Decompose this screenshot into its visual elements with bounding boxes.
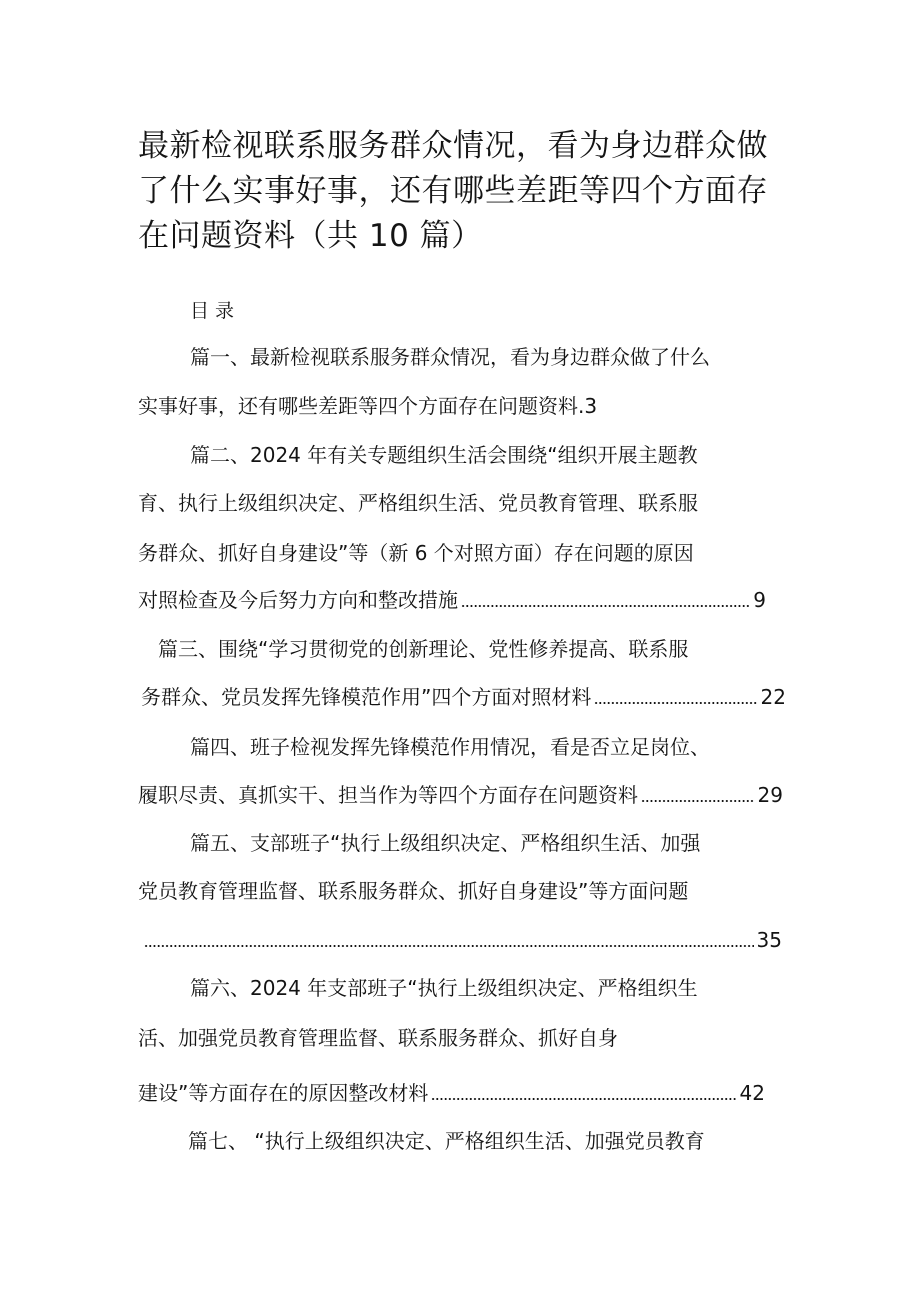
toc-entry-2-text: 对照检查及今后努力方向和整改措施 — [138, 588, 458, 612]
toc-entry-4-page: 29 — [757, 783, 783, 807]
title-line: 在问题资料（共 10 篇） — [138, 218, 483, 254]
dot-leader — [431, 1098, 736, 1100]
toc-entry-4-line-2[interactable] — [138, 782, 783, 808]
dot-leader — [641, 800, 755, 802]
toc-entry-5-line-2[interactable]: 党员教育管理监督、联系服务群众、抓好自身建设”等方面问题 — [138, 879, 689, 903]
title-line: 了什么实事好事，还有哪些差距等四个方面存 — [138, 173, 768, 209]
toc-entry-3-page: 22 — [760, 685, 786, 709]
toc-entry-5-page: 35 — [756, 928, 782, 952]
title-line: 最新检视联系服务群众情况，看为身边群众做 — [138, 128, 768, 164]
toc-entry-6-line-1[interactable]: 篇六、2024 年支部班子“执行上级组织决定、严格组织生 — [190, 976, 698, 1000]
toc-entry-1-page: 3 — [584, 394, 598, 418]
toc-entry-7-line-1[interactable]: 篇七、 “执行上级组织决定、严格组织生活、加强党员教育 — [188, 1129, 705, 1153]
toc-entry-2-line-4[interactable] — [138, 587, 766, 613]
toc-entry-6-line-3[interactable] — [138, 1080, 765, 1106]
toc-heading: 目录 — [190, 300, 241, 322]
dot-leader — [461, 605, 750, 607]
toc-entry-1-text: 实事好事，还有哪些差距等四个方面存在问题资料. — [138, 394, 585, 418]
toc-entry-2-line-3[interactable]: 务群众、抓好自身建设”等（新 6 个对照方面）存在问题的原因 — [138, 541, 694, 565]
toc-entry-5-line-1[interactable]: 篇五、支部班子“执行上级组织决定、严格组织生活、加强 — [190, 831, 701, 855]
toc-entry-1-line-2[interactable] — [138, 393, 597, 419]
toc-entry-2-page: 9 — [753, 588, 766, 612]
toc-entry-6-page: 42 — [739, 1081, 765, 1105]
dot-leader — [144, 945, 754, 947]
dot-leader — [594, 702, 757, 704]
toc-entry-3-text: 务群众、党员发挥先锋模范作用”四个方面对照材料 — [141, 685, 592, 709]
toc-entry-6-text: 建设”等方面存在的原因整改材料 — [138, 1081, 429, 1105]
toc-entry-4-line-1[interactable]: 篇四、班子检视发挥先锋模范作用情况，看是否立足岗位、 — [190, 735, 710, 759]
toc-entry-1-line-1[interactable]: 篇一、最新检视联系服务群众情况，看为身边群众做了什么 — [190, 345, 710, 369]
toc-entry-4-text: 履职尽责、真抓实干、担当作为等四个方面存在问题资料 — [138, 783, 638, 807]
toc-entry-5-line-3[interactable] — [141, 927, 782, 953]
toc-entry-3-line-1[interactable]: 篇三、围绕“学习贯彻党的创新理论、党性修养提高、联系服 — [158, 637, 689, 661]
toc-entry-2-line-2[interactable]: 育、执行上级组织决定、严格组织生活、党员教育管理、联系服 — [138, 491, 698, 515]
toc-entry-6-line-2[interactable]: 活、加强党员教育管理监督、联系服务群众、抓好自身 — [138, 1026, 618, 1050]
document-title — [138, 124, 798, 259]
toc-entry-3-line-2[interactable] — [141, 684, 786, 710]
toc-entry-2-line-1[interactable]: 篇二、2024 年有关专题组织生活会围绕“组织开展主题教 — [190, 443, 698, 467]
